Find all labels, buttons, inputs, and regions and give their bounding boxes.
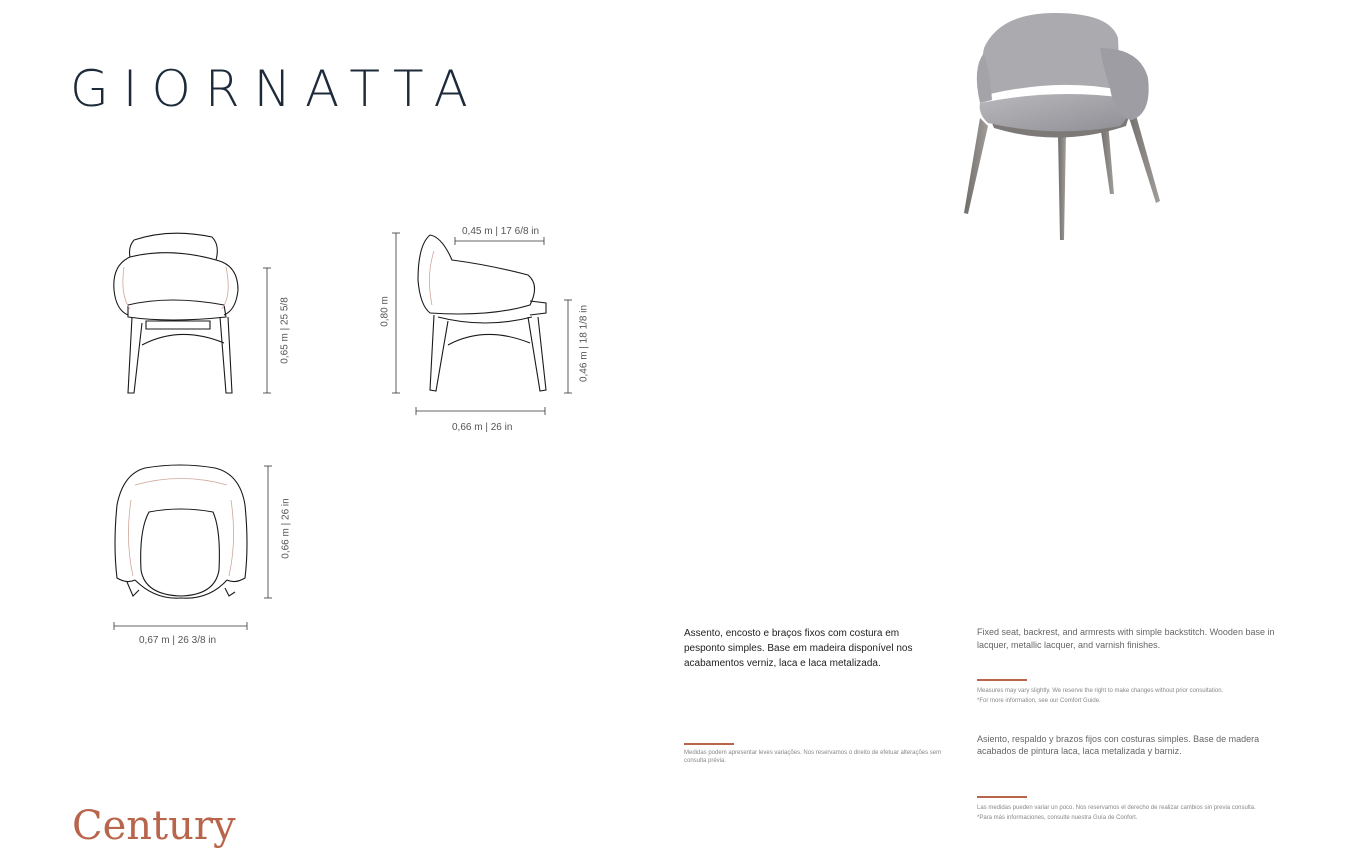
- side-seat-height-dimension: 0,46 m | 18 1/8 in: [578, 304, 590, 383]
- side-depth-dimension: 0,66 m | 26 in: [452, 422, 513, 433]
- divider-en: [977, 679, 1027, 681]
- front-view-drawing: [100, 225, 300, 405]
- top-depth-dimension: 0,66 m | 26 in: [280, 498, 292, 559]
- top-width-dimension: 0,67 m | 26 3/8 in: [139, 635, 217, 646]
- side-view-drawing: [390, 225, 600, 420]
- side-seat-depth-dimension: 0,45 m | 17 6/8 in: [462, 226, 540, 237]
- note-es-1: Las medidas pueden variar un poco. Nos reservamos el derecho de realizar cambios sin previa consulta.: [977, 805, 1256, 811]
- product-title: GIORNATTA: [70, 60, 482, 118]
- chair-photo: [950, 8, 1170, 248]
- brand-logo: Century: [72, 803, 236, 849]
- note-es-2: *Para más informaciones, consulte nuestra Guía de Confort.: [977, 815, 1138, 821]
- description-en: Fixed seat, backrest, and armrests with simple backstitch. Wooden base in lacquer, metallic lacquer, and varnish finishes.: [977, 627, 1275, 650]
- divider-es: [977, 796, 1027, 798]
- description-pt: Assento, encosto e braços fixos com costura em pesponto simples. Base em madeira disponível nos acabamentos verniz, laca e laca metalizada.: [684, 628, 913, 669]
- divider-pt: [684, 743, 734, 745]
- description-es: Asiento, respaldo y brazos fijos con costuras simples. Base de madera acabados de pintura laca, laca metalizada y barniz.: [977, 734, 1260, 756]
- note-en-2: *For more information, see our Comfort Guide.: [977, 698, 1101, 704]
- front-height-dimension: 0,65 m | 25 5/8: [279, 297, 291, 364]
- side-height-dimension: 0,80 m: [379, 296, 391, 327]
- top-view-drawing: [105, 460, 305, 635]
- note-en-1: Measures may vary slightly. We reserve the right to make changes without prior consultation.: [977, 688, 1224, 694]
- note-pt: Medidas podem apresentar leves variações. Nos reservamos o direito de efetuar alterações sem consulta prévia.: [684, 750, 942, 764]
